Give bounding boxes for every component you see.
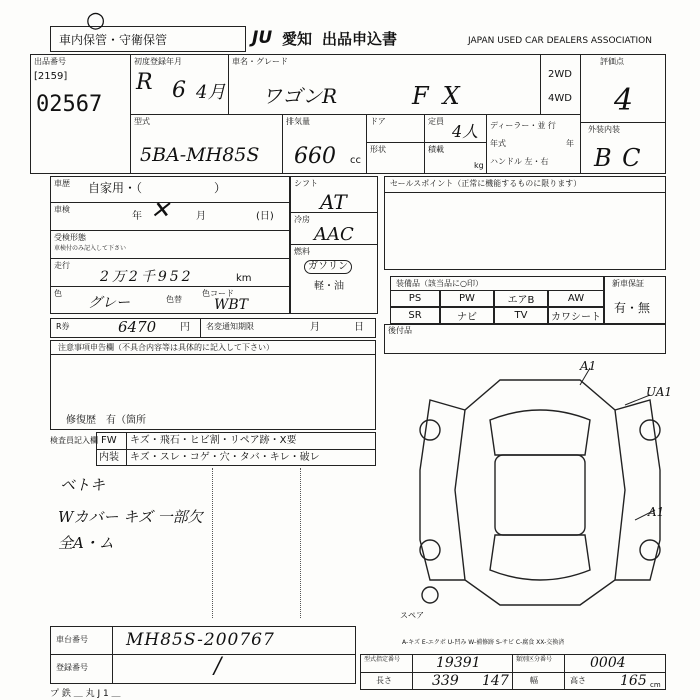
four-wd-label: 4WD [548, 93, 572, 104]
displacement-label: 排気量 [286, 117, 310, 126]
recv-type-label: 受検形態 [54, 233, 86, 242]
color-change-label: 色替 [166, 295, 182, 304]
footer-hint: プ 鉄 ＿ 丸 J 1 ＿ [50, 689, 121, 699]
inspection-year: 年 [132, 211, 142, 222]
association-ja: 愛知 [282, 30, 313, 48]
repair-history: 修復歴 有（箇所 [66, 415, 146, 426]
ju-logo: JU [252, 28, 273, 48]
damage-mark-side: A1 [648, 505, 665, 519]
lot-number: 02567 [36, 92, 103, 117]
storage-label: 車内保管・守衛保管 [59, 33, 168, 47]
car-name-label: 車名・グレード [232, 57, 288, 66]
aircon-value: AAC [314, 224, 354, 245]
equip-ps: PS [390, 290, 440, 307]
equip-tv: TV [494, 307, 548, 324]
load-unit: kg [474, 161, 484, 170]
recv-type-note: 車検付のみ記入して下さい [54, 245, 127, 252]
warranty-value: 有・無 [614, 301, 651, 315]
interior-items: キズ・スレ・コゲ・穴・タバ・キレ・破レ [130, 452, 320, 463]
first-reg-year: 6 [172, 78, 186, 103]
car-outline [455, 380, 625, 605]
wheel-front-right [640, 420, 660, 440]
height-label: 高さ [570, 676, 586, 685]
aircon-label: 冷房 [294, 215, 310, 224]
width-value: 147 [482, 673, 509, 689]
form-title: 出品申込書 [322, 30, 398, 48]
interior-head: 内装 [99, 452, 119, 463]
circle-mark: ○ [86, 8, 106, 33]
note-line-2: Wカバー キズ 一部欠 [58, 508, 203, 526]
fw-items: キズ・飛石・ヒビ割・リペア跡・X要 [130, 435, 297, 446]
warranty-label: 新車保証 [612, 279, 644, 288]
capacity-value: 4人 [452, 122, 479, 141]
recycle-unit: 円 [180, 322, 190, 333]
equip-sr: SR [390, 307, 440, 324]
lot-sub-number: [2159] [34, 71, 68, 82]
score-label: 評価点 [600, 57, 624, 66]
model-year-label: 年式 [490, 139, 506, 148]
equip-aw: AW [548, 290, 604, 307]
usage-value: 自家用・（ ） [88, 181, 227, 195]
mileage-value: 2万2千952 [100, 269, 194, 285]
color-code: WBT [214, 297, 249, 313]
shape-label: 形状 [370, 145, 386, 154]
chassis-value: MH85S-200767 [126, 630, 275, 650]
inspection-label: 車検 [54, 205, 70, 214]
rear-window [490, 535, 590, 580]
damage-mark-top: A1 [580, 359, 597, 373]
chassis-label: 車台番号 [56, 635, 88, 644]
selling-point-block [384, 176, 666, 270]
class-no-label: 類別区分番号 [516, 656, 553, 663]
type-no-value: 19391 [436, 655, 481, 671]
spare-wheel [422, 587, 438, 603]
front-windshield [490, 410, 590, 455]
storage-box [50, 26, 246, 52]
notes-label: 注意事項申告欄（不具合内容等は具体的に記入して下さい） [58, 343, 274, 352]
displacement-value: 660 [294, 144, 336, 169]
notice-month: 月 [310, 322, 320, 333]
load-label: 積載 [428, 145, 444, 154]
length-value: 339 [432, 673, 459, 689]
fuel-gasoline: ガソリン [304, 260, 352, 274]
notice-label: 名変通知期限 [206, 322, 254, 331]
fuel-diesel: 軽・油 [314, 281, 344, 292]
score-value: 4 [614, 83, 634, 118]
equip-navi: ナビ [440, 307, 494, 324]
first-reg-era: R [136, 70, 153, 95]
color-label: 色 [54, 289, 62, 298]
note-line-1: ベトキ [60, 476, 106, 494]
type-no-label: 型式指定番号 [364, 656, 401, 663]
dealer-type: ディーラー・並 行 [490, 121, 556, 130]
mileage-unit: km [236, 273, 252, 284]
spare-label: スペア [400, 611, 424, 620]
class-no-value: 0004 [590, 655, 626, 671]
equipment-label: 装備品（該当品に○印） [396, 279, 483, 288]
selling-point-label: セールスポイント（正常に機能するものに限ります） [390, 179, 582, 188]
recycle-label: R券 [56, 322, 70, 331]
equip-airbag: エアB [494, 290, 548, 307]
fw-head: FW [101, 435, 117, 446]
wheel-front-left [420, 420, 440, 440]
lot-label: 出品番号 [34, 57, 66, 66]
steering-side: ハンドル 左・右 [490, 157, 549, 166]
roof-outline [495, 455, 585, 535]
model-year-unit: 年 [566, 139, 574, 148]
notice-day: 日 [354, 322, 364, 333]
shift-value: AT [320, 190, 347, 214]
inspection-cross: ✕ [150, 196, 171, 224]
spec-unit: cm [650, 681, 661, 689]
association-en: JAPAN USED CAR DEALERS ASSOCIATION [468, 36, 652, 46]
recycle-value: 6470 [118, 318, 157, 336]
post-market-label: 後付品 [388, 326, 412, 335]
inspection-month: 月 [196, 211, 206, 222]
height-value: 165 [620, 673, 647, 689]
fuel-label: 燃料 [294, 247, 310, 256]
displacement-unit: cc [350, 155, 361, 166]
color-value: グレー [88, 295, 130, 311]
first-reg-label: 初度登録年月 [134, 57, 182, 66]
model-label: 型式 [134, 117, 150, 126]
shift-label: シフト [294, 179, 318, 188]
ext-int-value: BC [594, 144, 651, 172]
length-label: 長さ [376, 676, 392, 685]
car-damage-diagram [410, 360, 673, 610]
doors-label: ドア [370, 117, 386, 126]
equip-leather: カワシート [548, 307, 604, 324]
capacity-label: 定員 [428, 117, 444, 126]
width-label: 幅 [530, 676, 538, 685]
ext-int-label: 外装内装 [588, 125, 620, 134]
damage-legend: A-キズ E-エクボ U-凹み W-補修跡 S-サビ C-腐食 XX-交換済 [402, 639, 565, 646]
car-name: ワゴンR [262, 84, 338, 108]
right-side-panel [615, 400, 660, 580]
damage-mark-right: UA1 [646, 385, 673, 399]
inspector-label: 検査員記入欄 [50, 436, 98, 445]
inspection-day: (日) [256, 211, 274, 222]
usage-label: 車歴 [54, 179, 70, 188]
registration-mark: / [214, 654, 222, 679]
mileage-label: 走行 [54, 261, 70, 270]
car-grade: FX [412, 82, 474, 110]
registration-label: 登録番号 [56, 663, 88, 672]
color-code-label: 色コード [202, 289, 234, 298]
first-reg-month: 4月 [196, 82, 226, 103]
left-side-panel [420, 400, 465, 580]
equip-pw: PW [440, 290, 494, 307]
model-value: 5BA-MH85S [140, 144, 260, 166]
post-market-block [384, 324, 666, 354]
two-wd-label: 2WD [548, 69, 572, 80]
note-line-3: 全A・ム [58, 534, 114, 552]
